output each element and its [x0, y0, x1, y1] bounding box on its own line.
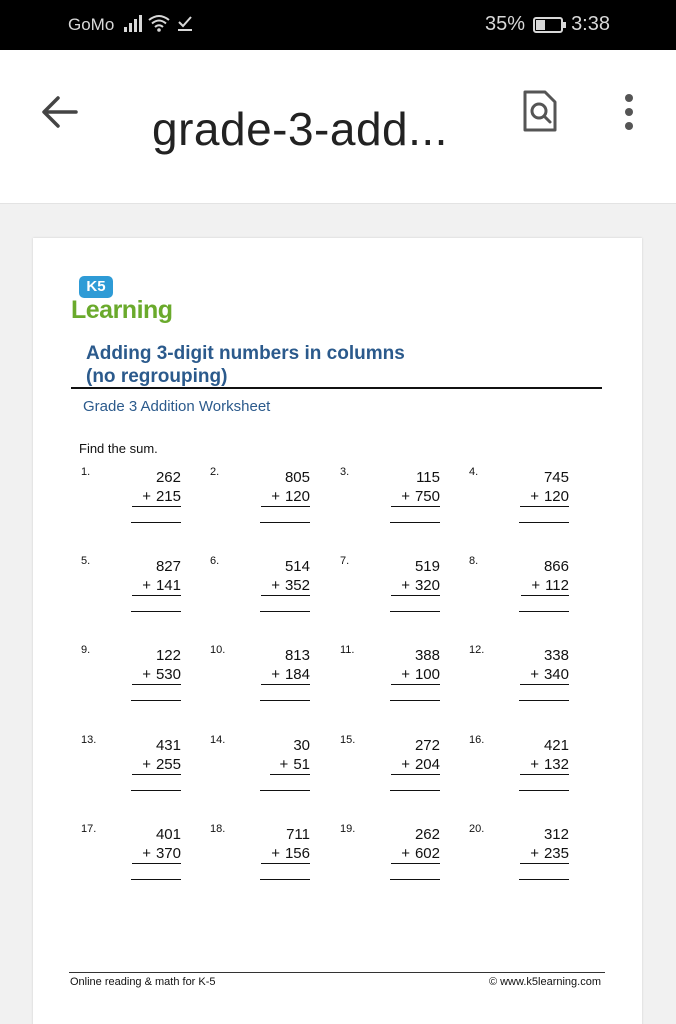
wifi-icon: [148, 14, 170, 32]
second-addend-row: [261, 666, 310, 685]
carrier-label: GoMo: [68, 15, 115, 34]
problem-number: 9.: [81, 644, 91, 656]
first-addend: 745: [543, 469, 569, 486]
addition-problem: [469, 555, 569, 625]
second-addend: 235: [543, 845, 569, 862]
plus-sign: +: [271, 845, 280, 862]
addition-problem: [469, 466, 569, 536]
addition-problem: [340, 734, 440, 804]
worksheet-title-line2: (no regrouping): [86, 366, 228, 387]
first-addend: 338: [543, 647, 569, 664]
first-addend: 866: [543, 558, 569, 575]
first-addend: 272: [414, 737, 440, 754]
answer-line: [260, 790, 310, 791]
second-addend: 750: [414, 488, 440, 505]
problem-number: 10.: [210, 644, 226, 656]
plus-sign: +: [530, 666, 539, 683]
second-addend-row: [520, 666, 569, 685]
second-addend-row: [520, 488, 569, 507]
second-addend-row: [520, 756, 569, 775]
logo-badge: K5: [79, 276, 113, 298]
problem-number: 6.: [210, 555, 220, 567]
problem-number: 1.: [81, 466, 91, 478]
answer-line: [519, 700, 569, 701]
problem-number: 18.: [210, 823, 226, 835]
second-addend-row: [132, 666, 181, 685]
plus-sign: +: [142, 488, 151, 505]
back-arrow-icon[interactable]: [38, 90, 82, 134]
second-addend-row: [391, 488, 440, 507]
answer-line: [131, 700, 181, 701]
second-addend: 320: [414, 577, 440, 594]
second-addend-row: [132, 488, 181, 507]
plus-sign: +: [401, 577, 410, 594]
answer-line: [390, 700, 440, 701]
second-addend: 340: [543, 666, 569, 683]
second-addend: 156: [284, 845, 310, 862]
plus-sign: +: [279, 756, 289, 773]
addition-problem: [340, 466, 440, 536]
problem-number: 12.: [469, 644, 485, 656]
signal-icon: [124, 14, 142, 32]
footer-copyright: © www.k5learning.com: [488, 976, 601, 988]
plus-sign: +: [401, 756, 410, 773]
first-addend: 827: [155, 558, 181, 575]
first-addend: 30: [293, 737, 310, 754]
addition-problem: [340, 644, 440, 714]
answer-line: [260, 522, 310, 523]
battery-percent: 35%: [485, 13, 526, 35]
addition-problem: [81, 466, 181, 536]
problem-number: 15.: [340, 734, 356, 746]
answer-line: [519, 522, 569, 523]
problem-number: 17.: [81, 823, 97, 835]
plus-sign: +: [530, 756, 539, 773]
second-addend: 370: [155, 845, 181, 862]
first-addend: 312: [543, 826, 569, 843]
addition-problem: [340, 555, 440, 625]
addition-problem: [340, 823, 440, 893]
worksheet-subtitle: Grade 3 Addition Worksheet: [83, 398, 271, 415]
second-addend: 215: [155, 488, 181, 505]
addition-problem: [469, 734, 569, 804]
app-bar: [0, 50, 676, 204]
addition-problem: [210, 823, 310, 893]
second-addend: 120: [284, 488, 310, 505]
second-addend-row: [132, 577, 181, 596]
first-addend: 262: [155, 469, 181, 486]
problem-number: 20.: [469, 823, 485, 835]
answer-line: [390, 611, 440, 612]
addition-problem: [81, 823, 181, 893]
problem-number: 3.: [340, 466, 350, 478]
first-addend: 514: [284, 558, 310, 575]
second-addend-row: [132, 845, 181, 864]
first-addend: 813: [284, 647, 310, 664]
title-divider: [71, 387, 602, 389]
first-addend: 122: [155, 647, 181, 664]
first-addend: 805: [284, 469, 310, 486]
worksheet-title: [86, 342, 566, 388]
problem-number: 16.: [469, 734, 485, 746]
second-addend-row: [261, 488, 310, 507]
status-bar: [0, 0, 676, 50]
second-addend-row: [391, 666, 440, 685]
plus-sign: +: [142, 756, 151, 773]
problem-number: 11.: [340, 644, 355, 656]
search-document-icon[interactable]: [520, 88, 560, 134]
second-addend-row: [261, 845, 310, 864]
second-addend-row: [521, 577, 569, 596]
answer-line: [390, 522, 440, 523]
plus-sign: +: [401, 845, 410, 862]
second-addend: 184: [284, 666, 310, 683]
problem-number: 2.: [210, 466, 220, 478]
second-addend: 51: [293, 756, 310, 773]
addition-problem: [210, 555, 310, 625]
first-addend: 421: [543, 737, 569, 754]
answer-line: [519, 611, 569, 612]
plus-sign: +: [142, 577, 151, 594]
document-title: grade-3-add...: [152, 103, 448, 155]
addition-problem: [81, 555, 181, 625]
second-addend-row: [132, 756, 181, 775]
addition-problem: [210, 466, 310, 536]
answer-line: [390, 790, 440, 791]
answer-line: [519, 790, 569, 791]
addition-problem: [210, 644, 310, 714]
answer-line: [131, 790, 181, 791]
second-addend-row: [391, 845, 440, 864]
addition-problem: [81, 734, 181, 804]
worksheet-title-line1: Adding 3-digit numbers in columns: [86, 343, 405, 364]
plus-sign: +: [271, 577, 280, 594]
k5-learning-logo: [71, 276, 191, 326]
status-right: [485, 13, 610, 36]
addition-problem: [210, 734, 310, 804]
answer-line: [260, 700, 310, 701]
download-check-icon: [176, 14, 194, 32]
plus-sign: +: [271, 488, 280, 505]
plus-sign: +: [142, 666, 151, 683]
answer-line: [260, 879, 310, 880]
second-addend: 255: [155, 756, 181, 773]
problem-number: 4.: [469, 466, 479, 478]
problem-number: 14.: [210, 734, 226, 746]
first-addend: 388: [414, 647, 440, 664]
plus-sign: +: [530, 488, 539, 505]
problem-number: 7.: [340, 555, 350, 567]
first-addend: 519: [414, 558, 440, 575]
second-addend: 352: [284, 577, 310, 594]
status-icons: [124, 14, 194, 32]
footer-divider: [69, 972, 605, 973]
plus-sign: +: [271, 666, 280, 683]
addition-problem: [469, 644, 569, 714]
battery-icon: [533, 17, 563, 33]
second-addend: 602: [414, 845, 440, 862]
second-addend: 530: [155, 666, 181, 683]
plus-sign: +: [531, 577, 541, 594]
second-addend-row: [520, 845, 569, 864]
second-addend: 120: [543, 488, 569, 505]
answer-line: [519, 879, 569, 880]
answer-line: [390, 879, 440, 880]
problem-number: 8.: [469, 555, 479, 567]
plus-sign: +: [142, 845, 151, 862]
problem-number: 13.: [81, 734, 97, 746]
footer-tagline: Online reading & math for K-5: [70, 976, 216, 988]
second-addend: 132: [543, 756, 569, 773]
problem-number: 5.: [81, 555, 91, 567]
second-addend-row: [261, 577, 310, 596]
document-page: [33, 238, 642, 1024]
first-addend: 711: [286, 826, 310, 843]
first-addend: 401: [155, 826, 181, 843]
plus-sign: +: [401, 666, 410, 683]
second-addend: 204: [414, 756, 440, 773]
answer-line: [260, 611, 310, 612]
addition-problem: [469, 823, 569, 893]
second-addend: 100: [414, 666, 440, 683]
second-addend-row: [391, 577, 440, 596]
second-addend-row: [270, 756, 310, 775]
first-addend: 115: [416, 469, 440, 486]
logo-word: Learning: [71, 296, 173, 324]
answer-line: [131, 611, 181, 612]
clock: 3:38: [571, 13, 610, 35]
first-addend: 431: [155, 737, 181, 754]
second-addend-row: [391, 756, 440, 775]
second-addend: 141: [155, 577, 181, 594]
answer-line: [131, 522, 181, 523]
instructions: Find the sum.: [79, 441, 158, 456]
more-vert-icon[interactable]: [614, 90, 644, 134]
problem-number: 19.: [340, 823, 356, 835]
plus-sign: +: [530, 845, 539, 862]
plus-sign: +: [401, 488, 410, 505]
answer-line: [131, 879, 181, 880]
second-addend: 112: [545, 577, 569, 594]
first-addend: 262: [414, 826, 440, 843]
addition-problem: [81, 644, 181, 714]
